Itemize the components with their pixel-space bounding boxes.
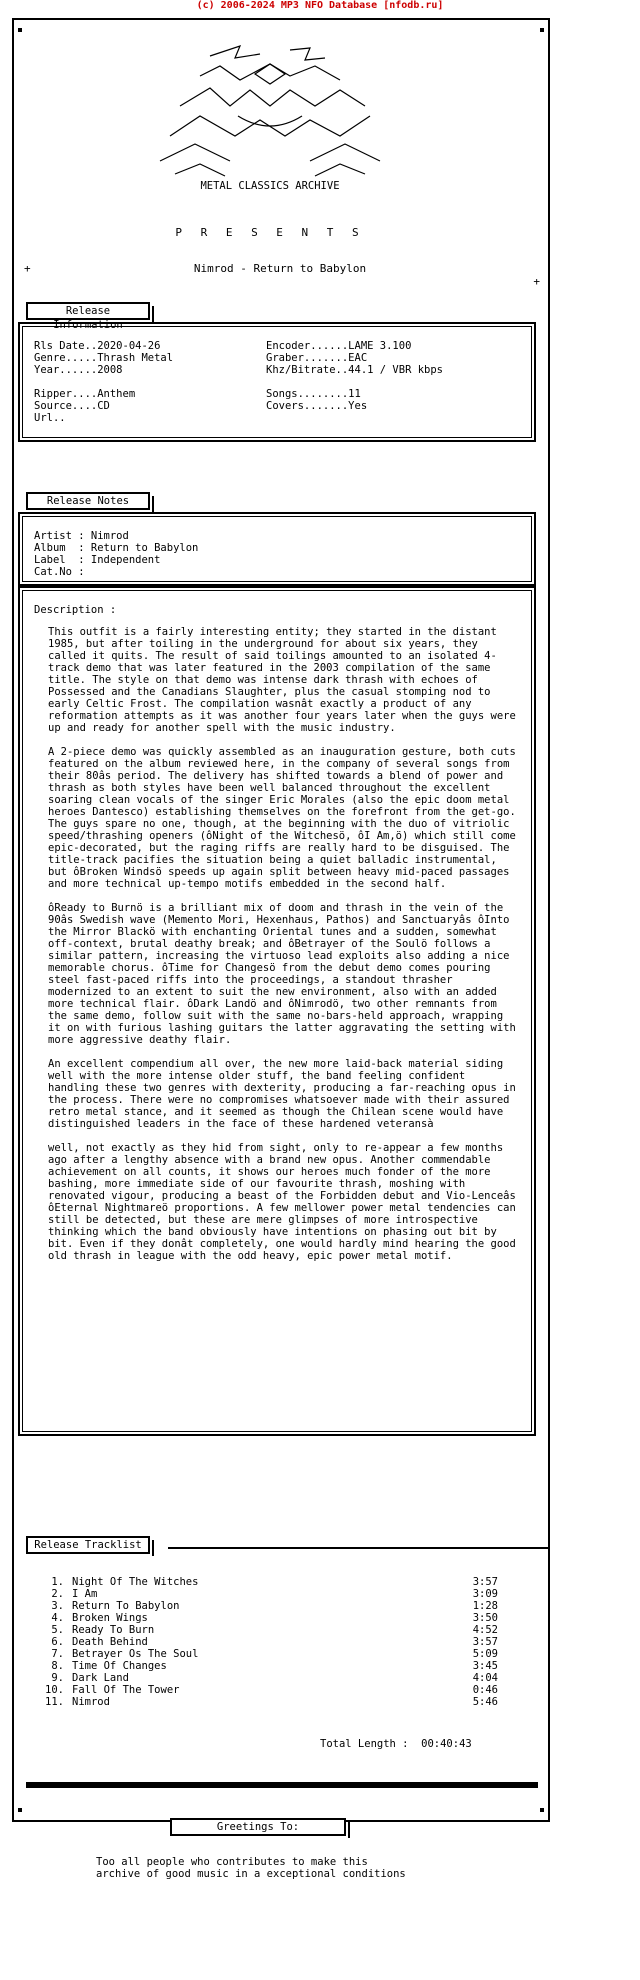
release-info-line [266,376,443,388]
total-length: Total Length : 00:40:43 [320,1738,472,1750]
description-paragraph: A 2-piece demo was quickly assembled as an inauguration gesture, both cuts featured on the album reviewed here, in the company of several songs from their 80âs period. The delivery has shifted towards a blend of power and thrash as both styles have been well balanced throughout the excellent soaring clean vocals of the singer Eric Morales (also the epic doom metal heroes Dantesco) establishing themselves on the forefront from the get-go. The guys spare no one, though, at the beginning with the duo of vitriolic speed/thrashing openers (ôNight of the Witchesö, ôI Am,ö) which still come epic-decorated, but the raging riffs are really hard to be disguised. The title-track pacifies the situation being a quiet balladic instrumental, but ôBroken Windsö speeds up again split between heavy mid-paced passages and more technical up-tempo motifs embedded in the second half. [48,746,516,890]
track-duration: 3:57 [472,1636,498,1648]
track-number: 2. [51,1588,64,1600]
track-duration: 4:04 [472,1672,498,1684]
release-info-line: Graber.......EAC [266,352,368,364]
track-row [38,1624,498,1636]
tracklist-rule [168,1547,548,1549]
track-row [38,1672,498,1684]
release-info-line: Khz/Bitrate..44.1 / VBR kbps [266,364,444,376]
release-info-line: Songs........11 [266,388,361,400]
description-box [18,586,536,1436]
archive-caption: METAL CLASSICS ARCHIVE [200,180,340,192]
track-title: Death Behind [72,1636,148,1648]
track-title: Betrayer Os The Soul [72,1648,199,1660]
description-body [48,626,522,1274]
release-information-box [18,322,536,442]
track-number: 8. [51,1660,64,1672]
plus-left: + [24,262,31,275]
track-duration: 3:09 [472,1588,498,1600]
track-title: Broken Wings [72,1612,148,1624]
track-number: 11. [45,1696,64,1708]
track-row [38,1636,498,1648]
track-title: I Am [72,1588,98,1600]
track-row [38,1600,498,1612]
description-label: Description : [34,604,117,616]
tracklist [38,1576,498,1720]
description-paragraph: This outfit is a fairly interesting entity; they started in the distant 1985, but after toiling in the underground for about six years, they called it quits. The result of said toilings amounted to an isolated 4-track demo that was later featured in the 2003 compilation of the same title. The style on that demo was intense dark thrash with echoes of Possessed and the Canadians Slaughter, plus the casual stomping nod to early Celtic Frost. The compilation wasnât exactly a product of any reformation attempts as it was another four years later when the guys were up and ready for another spell with the music industry. [48,626,516,734]
track-number: 5. [51,1624,64,1636]
track-row [38,1588,498,1600]
release-info-line: Covers.......Yes [266,400,368,412]
release-info-line: Source....CD [34,400,110,412]
corner-dot-tr [540,28,544,32]
description-paragraph: An excellent compendium all over, the new more laid-back material siding well with the more intense older stuff, the band feeling confident handling these two genres with dexterity, producing a far-reaching opus in the process. There were no compromises whatsoever made with their assured retro metal stance, and it seemed as though the Chilean scene would have distinguished leaders in the face of these hardened veteransà [48,1058,516,1130]
track-number: 10. [45,1684,64,1696]
release-info-line: Encoder......LAME 3.100 [266,340,412,352]
ascii-logo-art [140,36,400,186]
divider-rule [26,1782,538,1788]
release-notes-label: Release Notes [26,492,150,510]
track-title: Fall Of The Tower [72,1684,180,1696]
presents-text: P R E S E N T S [175,226,365,239]
description-paragraph: well, not exactly as they hid from sight, only to re-appear a few months ago after a lengthy absence with a brand new opus. Another commendable achievement on all counts, it shows our heroes much fonder of the more bashing, more immediate side of our favourite thrash, moshing with renovated vigour, producing a beast of the Forbidden debut and Vio-Lenceâs ôEternal Nightmareö proportions. A few mellower power metal tendencies can still be detected, but these are mere glimpses of more introspective thinking which the band obviously have intentions on phasing out bit by bit. Even if they donât completely, one would hardly mind hearing the good old thrash in league with the odd heavy, epic power metal motif. [48,1142,516,1262]
track-duration: 4:52 [472,1624,498,1636]
release-notes-meta-line: Label : Independent [34,554,161,566]
release-notes-meta-box [18,512,536,586]
release-notes-meta-line: Album : Return to Babylon [34,542,199,554]
corner-dot-bl [18,1808,22,1812]
track-duration: 1:28 [472,1600,498,1612]
track-number: 9. [51,1672,64,1684]
track-row [38,1660,498,1672]
track-duration: 0:46 [472,1684,498,1696]
plus-right: + [533,275,540,288]
track-duration: 5:46 [472,1696,498,1708]
track-row [38,1612,498,1624]
track-title: Return To Babylon [72,1600,180,1612]
track-number: 7. [51,1648,64,1660]
track-duration: 3:45 [472,1660,498,1672]
track-title: Ready To Burn [72,1624,155,1636]
track-row [38,1648,498,1660]
release-info-line: Rls Date..2020-04-26 [34,340,161,352]
release-info-left [34,340,173,424]
corner-dot-br [540,1808,544,1812]
greetings-line: archive of good music in a exceptional conditions [96,1868,406,1880]
track-title: Nimrod [72,1696,110,1708]
track-title: Night Of The Witches [72,1576,199,1588]
release-title-line [20,262,540,288]
track-number: 4. [51,1612,64,1624]
track-duration: 5:09 [472,1648,498,1660]
track-number: 6. [51,1636,64,1648]
nfodb-banner: (c) 2006-2024 MP3 NFO Database [nfodb.ru] [196,0,444,11]
release-info-line: Year......2008 [34,364,123,376]
release-info-line [34,376,173,388]
release-notes-meta [34,530,198,578]
track-row [38,1684,498,1696]
corner-dot-tl [18,28,22,32]
track-row [38,1696,498,1708]
greetings-text [96,1856,496,1880]
track-number: 3. [51,1600,64,1612]
track-duration: 3:57 [472,1576,498,1588]
release-information-label: Release Information [26,302,150,320]
greetings-label: Greetings To: [170,1818,346,1836]
release-info-line: Ripper....Anthem [34,388,136,400]
track-title: Dark Land [72,1672,129,1684]
track-duration: 3:50 [472,1612,498,1624]
release-title: Nimrod - Return to Babylon [193,262,367,275]
greetings-line: Too all people who contributes to make this [96,1856,368,1868]
track-title: Time Of Changes [72,1660,167,1672]
release-notes-meta-line: Cat.No : [34,566,85,578]
track-number: 1. [51,1576,64,1588]
release-tracklist-label: Release Tracklist [26,1536,150,1554]
release-info-line: Genre.....Thrash Metal [34,352,174,364]
release-notes-meta-line: Artist : Nimrod [34,530,129,542]
release-info-right [266,340,443,412]
description-paragraph: ôReady to Burnö is a brilliant mix of doom and thrash in the vein of the 90âs Swedish wave (Memento Mori, Hexenhaus, Pathos) and Sanctuaryâs ôInto the Mirror Blackö with enchanting Oriental tunes and a sudden, somewhat off-context, brutal deathy break; and ôBetrayer of the Soulö follows a similar pattern, increasing the virtuoso lead exploits also adding a nice memorable chorus. ôTime for Changesö from the debut demo comes pouring steel fast-paced riffs into the proceedings, a standout thrasher modernized to an extent to suit the new environment, also with an added more technical flair. ôDark Landö and ôNimrodö, two other remnants from the same demo, follow suit with the same no-bars-held approach, wrapping it on with furious lashing guitars the latter aggravating the setting with more aggressive deathy flair. [48,902,516,1046]
track-row [38,1576,498,1588]
release-info-line: Url.. [34,412,66,424]
